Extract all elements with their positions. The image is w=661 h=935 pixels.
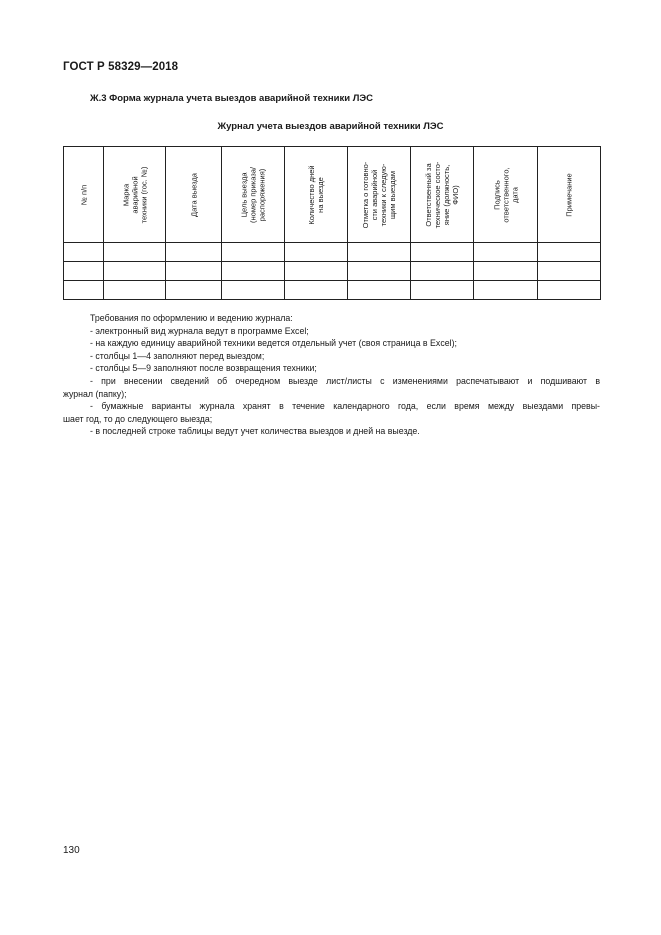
column-header	[166, 147, 222, 243]
note-item: - бумажные варианты журнала хранят в течение календарного года, если время между выездами превы-	[90, 401, 600, 412]
column-header	[285, 147, 348, 243]
column-header-label: Примечание	[564, 172, 574, 217]
column-header-label: Ответственный за техническое состо- яние (должность, ФИО)	[424, 161, 460, 228]
table-cell	[222, 243, 285, 262]
note-item: - в последней строке таблицы ведут учет количества выездов и дней на выезде.	[90, 426, 420, 437]
requirements-notes	[63, 312, 600, 438]
note-item: - электронный вид журнала ведут в программе Excel;	[90, 325, 309, 336]
table-cell	[348, 281, 411, 300]
document-code: ГОСТ Р 58329—2018	[63, 61, 179, 73]
table-cell	[348, 262, 411, 281]
table-cell	[166, 281, 222, 300]
journal-title: Журнал учета выездов аварийной техники ЛЭС	[217, 121, 444, 132]
table-cell	[538, 262, 601, 281]
column-header	[64, 147, 104, 243]
table-cell	[104, 243, 166, 262]
table-cell	[104, 281, 166, 300]
notes-heading: Требования по оформлению и ведению журнала:	[90, 313, 293, 323]
table-cell	[166, 262, 222, 281]
table-cell	[285, 281, 348, 300]
column-header	[104, 147, 166, 243]
column-header	[411, 147, 474, 243]
table-row	[64, 281, 601, 300]
table-cell	[474, 262, 538, 281]
column-header-label: Цель выезда (номер приказа/ распоряжения)	[239, 166, 267, 223]
appendix-title: Ж.3 Форма журнала учета выездов аварийной техники ЛЭС	[90, 93, 374, 104]
column-header	[222, 147, 285, 243]
table-row	[64, 262, 601, 281]
table-cell	[538, 281, 601, 300]
table-cell	[64, 262, 104, 281]
table-header-row	[64, 147, 601, 243]
column-header-label: Марка аварийной техники (гос. №)	[121, 166, 148, 223]
note-item: - столбцы 5—9 заполняют после возвращения техники;	[90, 363, 317, 374]
column-header-label: Количество дней на выезде	[307, 164, 325, 225]
table-cell	[538, 243, 601, 262]
column-header-label: Отметка о готовно- сти аварийной техники к следую- щим выездам	[361, 161, 397, 228]
table-cell	[474, 243, 538, 262]
table-cell	[222, 281, 285, 300]
table-cell	[104, 262, 166, 281]
table-cell	[474, 281, 538, 300]
table-cell	[411, 243, 474, 262]
note-item: - столбцы 1—4 заполняют перед выездом;	[90, 350, 265, 361]
table-cell	[411, 262, 474, 281]
table-row	[64, 243, 601, 262]
table-cell	[285, 262, 348, 281]
column-header	[474, 147, 538, 243]
table-cell	[166, 243, 222, 262]
note-item: - на каждую единицу аварийной техники ведется отдельный учет (своя страница в Excel);	[90, 338, 457, 349]
column-header	[348, 147, 411, 243]
journal-table	[63, 146, 601, 300]
table-cell	[285, 243, 348, 262]
table-cell	[348, 243, 411, 262]
table-cell	[411, 281, 474, 300]
table-cell	[64, 243, 104, 262]
table-cell	[222, 262, 285, 281]
column-header	[538, 147, 601, 243]
note-item-continuation: шает год, то до следующего выезда;	[63, 413, 213, 424]
column-header-label: № п/п	[79, 184, 88, 205]
page-number: 130	[63, 845, 80, 856]
note-item-continuation: журнал (папку);	[63, 388, 127, 399]
note-item: - при внесении сведений об очередном выезде лист/листы с изменениями распечатывают и подшивают в	[90, 375, 600, 386]
column-header-label: Дата выезда	[189, 172, 198, 217]
table-cell	[64, 281, 104, 300]
column-header-label: Подпись ответственного, дата	[492, 166, 519, 223]
